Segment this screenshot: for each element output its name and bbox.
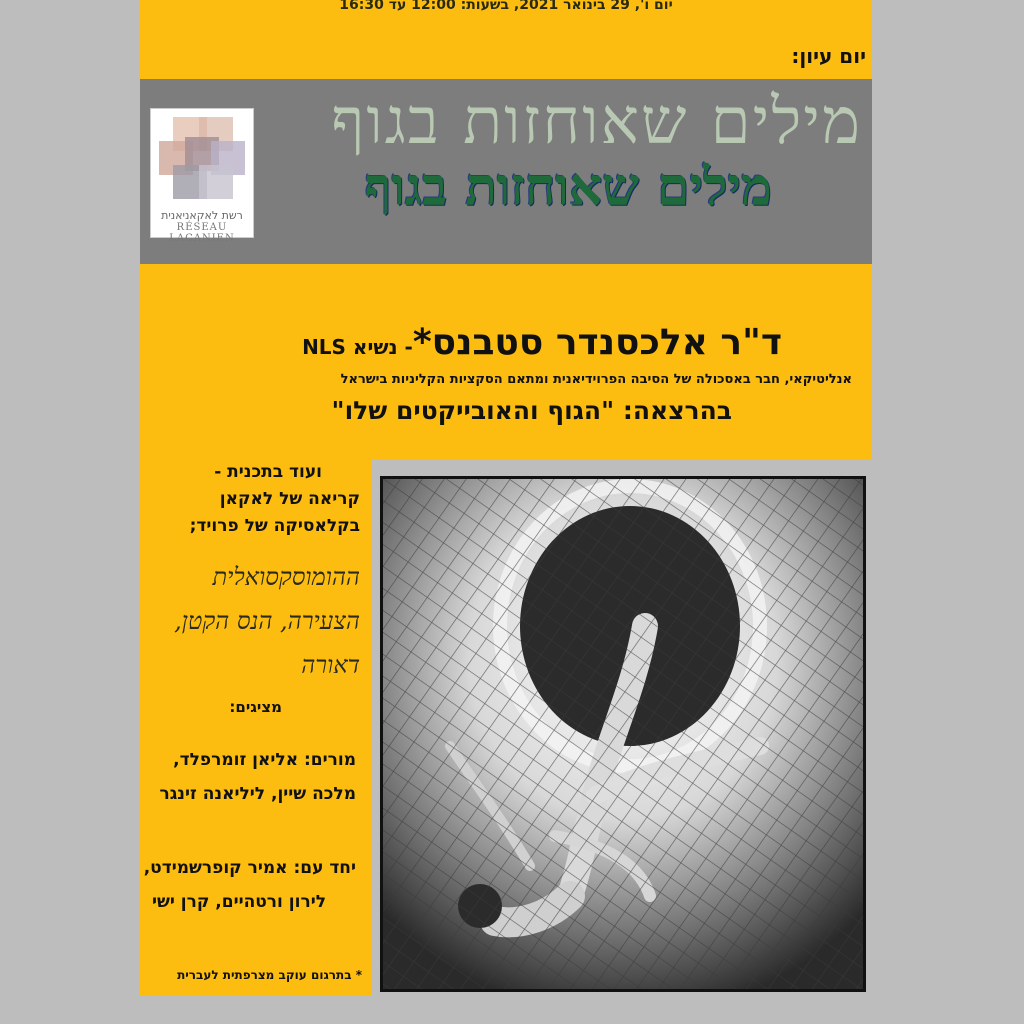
net-photo (380, 476, 866, 992)
lecture-title: בהרצאה: "הגוף והאובייקטים שלו" (331, 396, 732, 425)
program-line: בקלאסיקה של פרויד; (189, 516, 360, 536)
title-shadow-text: מילים שאוחזות בגוף (331, 85, 862, 159)
program-line: קריאה של לאקאן (219, 489, 360, 509)
poster-header (140, 0, 872, 460)
translation-footnote: * בתרגום עוקב מצרפתית לעברית (177, 968, 362, 982)
teachers-line: מורים: אליאן זומרפלד, (173, 750, 356, 770)
speaker-description: אנליטיקאי, חבר באסכולה של הסיבה הפרוידיאנית ומתאם הסקציות הקליניות בישראל (340, 372, 852, 387)
study-day-label: יום עיון: (791, 44, 866, 68)
program-intro: ועוד בתכנית - (214, 462, 322, 482)
presenters-label: מציגים: (229, 698, 282, 716)
case-title: דאורה (301, 651, 360, 679)
case-title: הצעירה, הנס הקטן, (174, 607, 360, 635)
teachers-line: מלכה שיין, ליליאנה זינגר (159, 784, 356, 804)
reseau-lacanien-logo (150, 108, 254, 244)
speaker-role: - נשיא NLS (302, 335, 413, 359)
event-title: מילים שאוחזות בגוף (364, 157, 772, 218)
title-band (140, 79, 872, 264)
speaker-line (302, 322, 782, 363)
participants-line: לירון ורטהיים, קרן ישי (151, 892, 326, 912)
logo-hebrew-text: רשת לאקאניאנית (161, 209, 243, 222)
speaker-name: ד"ר אלכסנדר סטבנס* (412, 322, 782, 363)
logo-french-text: RÉSEAU LACANIEN (169, 222, 235, 244)
participants-line: יחד עם: אמיר קופרשמידט, (143, 858, 356, 878)
program-column (140, 460, 372, 996)
case-title: ההומוסקסואלית (212, 563, 360, 591)
net-figure-image (380, 476, 866, 992)
event-date: יום ו', 29 בינואר 2021, בשעות: 12:00 עד 16:30 (339, 0, 673, 13)
